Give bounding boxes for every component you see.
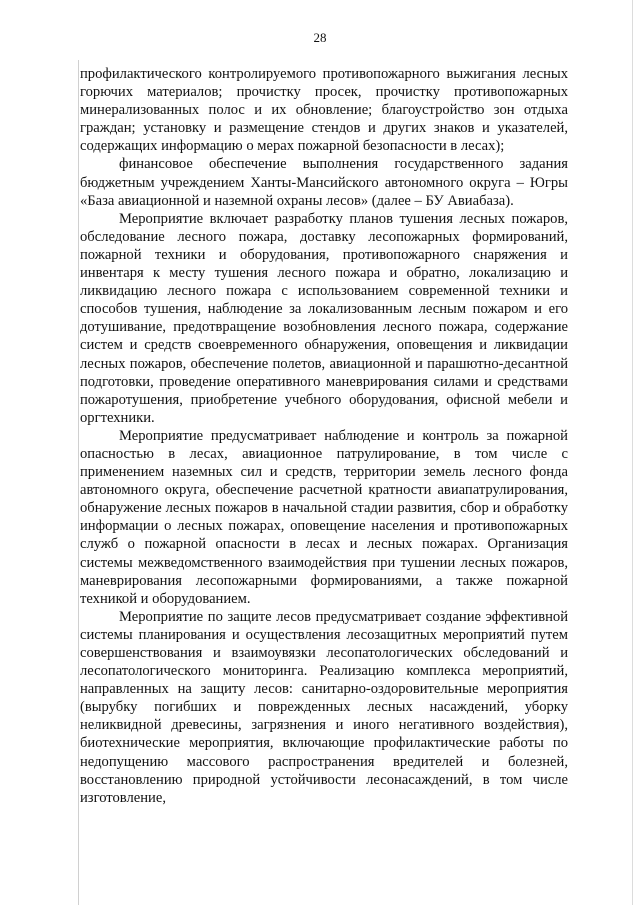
paragraph-5: Мероприятие по защите лесов предусматривает создание эффективной системы планирования и осуществления лесозащитных мероприятий путем совершенствования и взаимоувязки лесопатологических обследований и лесопатологического мониторинга. Реализацию комплекса мероприятий, направленных на защиту лесов: санитарно-оздоровительные мероприятия (вырубку погибших и поврежденных лесных насаждений, уборку неликвидной древесины, загрязнения и иного негативного воздействия), биотехнические мероприятия, включающие профилактические работы по недопущению массового распространения вредителей и болезней, восстановлению природной устойчивости лесонасаждений, в том числе изготовление, xyxy=(80,608,568,806)
paragraph-2: финансовое обеспечение выполнения государственного задания бюджетным учреждением Ханты-Мансийского автономного округа – Югры «База авиационной и наземной охраны лесов» (далее – БУ Авиабаза). xyxy=(80,156,568,209)
document-body xyxy=(80,65,568,807)
paragraph-3: Мероприятие включает разработку планов тушения лесных пожаров, обследование лесного пожара, доставку лесопожарных формирований, пожарной техники и оборудования, противопожарного снаряжения и инвентаря к месту тушения лесного пожара и обратно, локализацию и ликвидацию лесного пожара с использованием современной техники и способов тушения, наблюдение за локализованным лесным пожаром и его дотушивание, предотвращение возобновления лесного пожара, содержание систем и средств своевременного обнаружения, оповещения и ликвидации лесных пожаров, обеспечение полетов, авиационной и парашютно-десантной подготовки, проведение оперативного маневрирования силами и средствами пожаротушения, приобретение учебного оборудования, офисной мебели и оргтехники. xyxy=(80,210,568,426)
page-edge-line xyxy=(632,0,633,905)
paragraph-4: Мероприятие предусматривает наблюдение и контроль за пожарной опасностью в лесах, авиационное патрулирование, в том числе с применением наземных сил и средств, территории земель лесного фонда автономного округа, обеспечение расчетной кратности авиапатрулирования, обнаружение лесных пожаров в начальной стадии развития, сбор и обработку информации о лесных пожарах, оповещение населения и противопожарных служб о пожарной опасности в лесах и лесных пожарах. Организация системы межведомственного взаимодействия при тушении лесных пожаров, маневрирования лесопожарными формированиями, а также пожарной техникой и оборудованием. xyxy=(80,427,568,607)
margin-line xyxy=(78,60,79,905)
page-number: 28 xyxy=(313,30,327,45)
paragraph-1: профилактического контролируемого противопожарного выжигания лесных горючих материалов; прочистку просек, прочистку противопожарных минерализованных полос и их обновление; благоустройство зон отдыха граждан; установку и размещение стендов и других знаков и указателей, содержащих информацию о мерах пожарной безопасности в лесах); xyxy=(80,66,568,155)
